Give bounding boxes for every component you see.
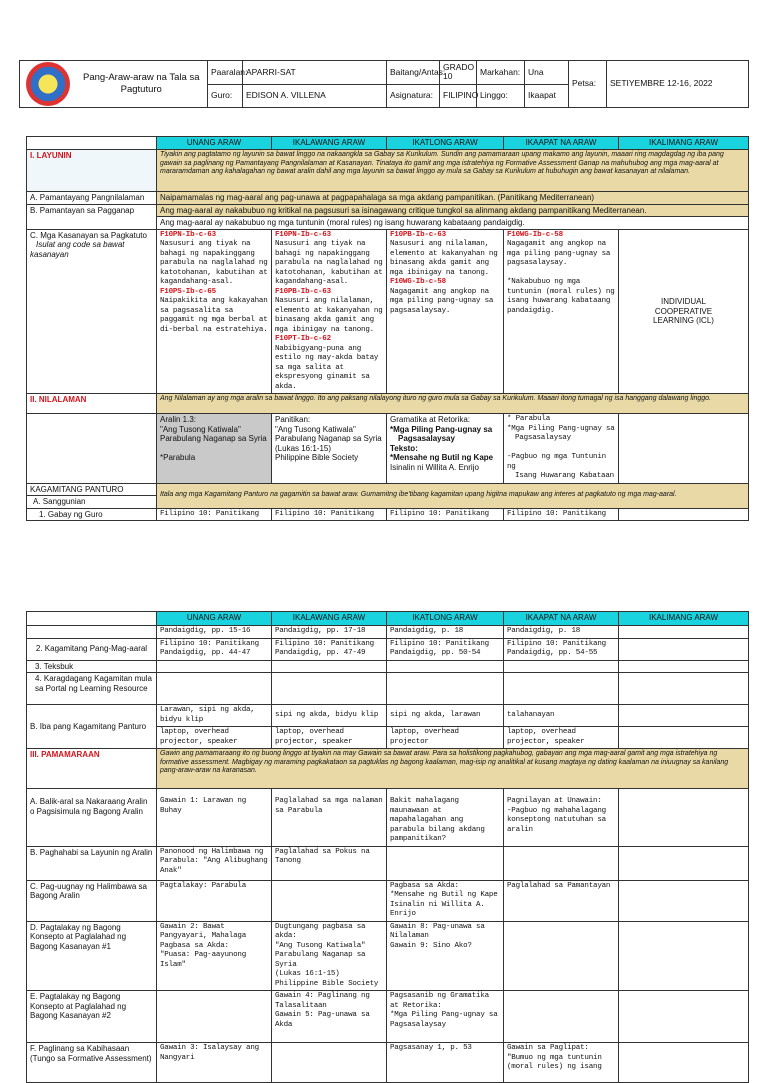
kp-sublabel: Isulat ang code sa bawat kasanayan bbox=[30, 240, 125, 259]
school-logo-cell bbox=[20, 61, 76, 108]
kp-day3-code2: F10WG-Ib-c-58 bbox=[390, 278, 446, 286]
nil-day2-line: Parabulang Naganap sa Syria bbox=[275, 434, 382, 443]
km-line: Filipino 10: Panitikang bbox=[160, 639, 259, 648]
kp-day2-text3: Nabibigyang-puna ang estilo ng may-akda batay sa mga salita at ekspresyong ginamit sa akda. bbox=[275, 344, 379, 391]
nil-day3-line: *Mensahe ng Butil ng Kape bbox=[390, 453, 494, 462]
guro-label: Guro: bbox=[208, 84, 243, 108]
nil-day2-line: (Lukas 16:1-15) bbox=[275, 443, 332, 453]
day-4-header: IKAAPAT NA ARAW bbox=[504, 137, 619, 150]
km-line: Filipino 10: Panitikang bbox=[390, 639, 489, 648]
day-5-header: IKALIMANG ARAW bbox=[619, 137, 749, 150]
gabay-day-1: Filipino 10: Panitikang bbox=[157, 508, 272, 521]
baitang-value: GRADO 10 bbox=[440, 61, 477, 85]
e-day-4 bbox=[504, 991, 619, 1043]
pages-day-3: Pandaigdig, p. 18 bbox=[387, 626, 504, 639]
day-2-header: IKALAWANG ARAW bbox=[272, 137, 387, 150]
nil-day1-line: *Parabula bbox=[160, 453, 196, 462]
day-3-header: IKATLONG ARAW bbox=[387, 137, 504, 150]
c-day-1: Pagtalakay: Parabula bbox=[157, 880, 272, 921]
km-line: Pandaigdig, pp. 54-55 bbox=[507, 649, 598, 657]
p2-day-3-header: IKATLONG ARAW bbox=[387, 612, 504, 626]
doc-title: Pang-Araw-araw na Tala sa Pagtuturo bbox=[76, 61, 208, 108]
kagamitan-text: Itala ang mga Kagamitang Panturo na gagamitin sa bawat araw. Gumamitng ibe'tibang kagamitan upang higitna mapukaw ang interes at pagkatuto ng mga mag-aaral. bbox=[157, 483, 749, 508]
pamamaraan-text: Gawin ang pamamaraang ito ng buong linggo at tiyakin na may Gawain sa bawat araw. Para sa holistikong pagkahubog, gabayan ang mga mag-aaral gamit ang mga istratehiya ng formative assessment. Magbigay ng maraming pagkakataon sa pagtuklas ng bagong kaalaman, mag-isip ng analitikal at kusang magtaya ng dating kaalaman na iniuugnay sa kanilang pang-araw-araw na karanasan. bbox=[157, 749, 749, 789]
nil-day3-line: Isinalin ni Willita A. Enrijo bbox=[390, 462, 479, 472]
nil-day3-line: *Mga Piling Pang-ugnay sa bbox=[390, 424, 493, 434]
f-day-1: Gawain 3: Isalaysay ang Nangyari bbox=[157, 1043, 272, 1083]
kp-day2-code1: F10PN-Ib-c-63 bbox=[275, 230, 331, 239]
nil-day4-line: Isang Huwarang Kabataan bbox=[515, 472, 614, 480]
kagamitan-label: KAGAMITANG PANTURO bbox=[27, 483, 157, 496]
iba-bottom-day-1: laptop, overhead projector, speaker bbox=[157, 727, 272, 749]
nil-day1-line: Aralin 1.3: bbox=[160, 415, 197, 424]
school-seal-icon bbox=[26, 62, 70, 106]
nil-day2-line: Panitikan: bbox=[275, 415, 311, 424]
pamamaraan-label: III. PAMAMARAAN bbox=[27, 749, 157, 789]
pp-label: A. Pamantayang Pangnilalaman bbox=[27, 192, 157, 205]
kp-day4-text1: Nagagamit ang angkop na mga piling pang-ugnay sa pagsasalaysay. bbox=[507, 240, 611, 267]
day-1-header: UNANG ARAW bbox=[157, 137, 272, 150]
lesson-table-part2 bbox=[26, 611, 749, 1083]
kp-day-1 bbox=[157, 229, 272, 394]
nil-day4-line: *Mga Piling Pang-ugnay sa bbox=[507, 424, 615, 433]
d-day-4 bbox=[504, 921, 619, 991]
pages-day-2: Pandaigdig, pp. 17-18 bbox=[272, 626, 387, 639]
pg-text: Ang mag-aaral ay nakabubuo ng kritikal na pagsusuri sa isinagawang critique tungkol sa alinmang akdang pampanitikang Mediterranean. bbox=[157, 204, 749, 217]
f-day-4: Gawain sa Paglipat: "Bumuo ng mga tuntunin (moral rules) ng isang bbox=[504, 1043, 619, 1083]
asignatura-value: FILIPINO bbox=[440, 84, 477, 108]
pages-day-1: Pandaigdig, pp. 15-16 bbox=[157, 626, 272, 639]
km-day-4 bbox=[504, 638, 619, 660]
p2-day-4-header: IKAAPAT NA ARAW bbox=[504, 612, 619, 626]
teksbuk-label: 3. Teksbuk bbox=[27, 660, 157, 673]
b-day-3 bbox=[387, 846, 504, 880]
paaralan-label: Paaralan: bbox=[208, 61, 243, 85]
kp-day3-text2: Nagagamit ang angkop na mga piling pang-ugnay sa pagsasalaysay. bbox=[390, 287, 494, 315]
e-day-2: Gawain 4: Paglinang ng Talasalitaan Gawain 5: Pag-unawa sa Akda bbox=[272, 991, 387, 1043]
km-line: Filipino 10: Panitikang bbox=[275, 639, 374, 648]
a-day-1: Gawain 1: Larawan ng Buhay bbox=[157, 789, 272, 847]
p2-day-1-header: UNANG ARAW bbox=[157, 612, 272, 626]
iba-top-day-3: sipi ng akda, larawan bbox=[387, 705, 504, 727]
layunin-label: I. LAYUNIN bbox=[27, 150, 157, 192]
iba-bottom-day-3: laptop, overhead projector bbox=[387, 727, 504, 749]
nil-day2-line: Philippine Bible Society bbox=[275, 453, 359, 462]
nil-day1-line bbox=[160, 444, 268, 454]
p2-day-2-header: IKALAWANG ARAW bbox=[272, 612, 387, 626]
d-label: D. Pagtalakay ng Bagong Konsepto at Paglalahad ng Bagong Kasanayan #1 bbox=[27, 921, 157, 991]
kp-day-4 bbox=[504, 229, 619, 394]
kp-day-3 bbox=[387, 229, 504, 394]
iba-bottom-day-2: laptop, overhead projector, speaker bbox=[272, 727, 387, 749]
km-day-2 bbox=[272, 638, 387, 660]
km-day-1 bbox=[157, 638, 272, 660]
b-day-1: Panonood ng Halimbawa ng Parabula: "Ang Alibughang Anak" bbox=[157, 846, 272, 880]
pg-text-2: Ang mag-aaral ay nakabubuo ng mga tuntunin (moral rules) ng isang huwarang kabataang pandaigdig. bbox=[157, 217, 749, 230]
km-line: Pandaigdig, pp. 47-49 bbox=[275, 649, 366, 657]
a-day-3: Bakit mahalagang maunawaan at mapahalagahan ang parabula bilang akdang pampanitikan? bbox=[387, 789, 504, 847]
nilalaman-text: Ang Nilalaman ay ang mga aralin sa bawat linggo. Ito ang paksang nilalayong ituro ng guro mula sa Gabay sa Kurikulum. Maaari itong tumagal ng isa hanggang dalawang linggo. bbox=[157, 394, 749, 414]
kp-day-5: INDIVIDUAL COOPERATIVE LEARNING (ICL) bbox=[619, 229, 749, 394]
kp-day2-text2: Nasusuri ang nilalaman, elemento at kakanyahan ng binasang akda gamit ang mga ibinigay na tanong. bbox=[275, 297, 383, 334]
linggo-value: Ikaapat bbox=[525, 84, 569, 108]
nil-day4-line: -Pagbuo ng mga Tuntunin ng bbox=[507, 453, 606, 471]
kp-day2-code2: F10PB-Ib-c-63 bbox=[275, 287, 331, 296]
e-label: E. Pagtalakay ng Bagong Konsepto at Paglalahad ng Bagong Kasanayan #2 bbox=[27, 991, 157, 1043]
kp-label-cell bbox=[27, 229, 157, 394]
nilalaman-label: II. NILALAMAN bbox=[27, 394, 157, 414]
paaralan-value: APARRI-SAT bbox=[243, 61, 387, 85]
kp-day2-text1: Nasusuri ang tiyak na bahagi ng napakinggang parabula na naglalahad ng katotohanan, kabutihan at kagandahang-asal. bbox=[275, 240, 383, 286]
linggo-label: Linggo: bbox=[477, 84, 525, 108]
gabay-day-3: Filipino 10: Panitikang bbox=[387, 508, 504, 521]
nil-day1-line: "Ang Tusong Katiwala" bbox=[160, 424, 241, 434]
nil-day3-line: Gramatika at Retorika: bbox=[390, 415, 471, 424]
petsa-label: Petsa: bbox=[569, 61, 607, 108]
kp-day1-code2: F10PS-Ib-c-65 bbox=[160, 287, 216, 296]
kp-day1-text2: Naipakikita ang kakayahan sa pagsasalita sa paggamit ng mga berbal at di-berbal na estratehiya. bbox=[160, 297, 268, 334]
c-label: C. Pag-uugnay ng Halimbawa sa Bagong Aralin bbox=[27, 880, 157, 921]
nil-day4-line: * Parabula bbox=[507, 415, 551, 423]
km-day-3 bbox=[387, 638, 504, 660]
kp-day4-text2: *Nakabubuo ng mga tuntunin (moral rules) ng isang huwarang kabataang pandaigdig. bbox=[507, 278, 615, 315]
sanggunian-label: A. Sanggunian bbox=[27, 496, 157, 509]
p2-day-5-header: IKALIMANG ARAW bbox=[619, 612, 749, 626]
iba-bottom-day-4: laptop, overhead projector, speaker bbox=[504, 727, 619, 749]
header-table bbox=[19, 60, 749, 108]
gabay-day-2: Filipino 10: Panitikang bbox=[272, 508, 387, 521]
f-label: F. Paglinang sa Kabihasaan (Tungo sa Formative Assessment) bbox=[27, 1043, 157, 1083]
lesson-table-part1 bbox=[26, 136, 749, 521]
nil-day3-line: Teksto: bbox=[390, 443, 418, 453]
markahan-value: Una bbox=[525, 61, 569, 85]
guro-value: EDISON A. VILLENA bbox=[243, 84, 387, 108]
nil-day-4 bbox=[504, 414, 619, 484]
nil-day-2 bbox=[272, 414, 387, 484]
c-day-2 bbox=[272, 880, 387, 921]
layunin-text: Tiyakin ang pagtatamo ng layunin sa bawat linggo na nakaangkla sa Gabay sa Kurikulum. Sundin ang pamamaraan upang makamo ang layunin, maaari ring magdagdag ng iba pang gawain sa paglinang ng Pamantayang Pangnilalaman at Kasanayan. Tinataya ito gamit ang mga istratehiya ng Formative Assessment Ganap na mahuhubog ang mga mag-aaral at mararamdaman ang kahalagahan ng bawat aralin dahil ang mga layunin sa bawat linggo ay mula sa Gabay sa Kurikulum at hubuhugin ang bawat kasanayan at nilalaman. bbox=[157, 150, 749, 192]
km-label: 2. Kagamitang Pang-Mag-aaral bbox=[27, 638, 157, 660]
kp-day1-text1: Nasusuri ang tiyak na bahagi ng napakinggang parabula na naglalahad ng katotohanan, kabutihan at kagandahang-asal. bbox=[160, 240, 268, 286]
iba-top-day-1: Larawan, sipi ng akda, bidyu klip bbox=[157, 705, 272, 727]
baitang-label: Baitang/Antas: bbox=[387, 61, 440, 85]
petsa-value: SETIYEMBRE 12-16, 2022 bbox=[607, 61, 749, 108]
km-line: Pandaigdig, pp. 50-54 bbox=[390, 649, 481, 657]
nil-day4-line bbox=[507, 444, 615, 454]
kp-day4-code1: F10WG-Ib-c-58 bbox=[507, 230, 563, 239]
d-day-2: Dugtungang pagbasa sa akda: "Ang Tusong Katiwala" Parabulang Naganap sa Syria (Lukas 16:1-15) Philippine Bible Society bbox=[272, 921, 387, 991]
nil-day-3 bbox=[387, 414, 504, 484]
a-day-4: Pagnilayan at Unawain: -Pagbuo ng mahahalagang konseptong natutuhan sa aralin bbox=[504, 789, 619, 847]
kp-label: C. Mga Kasanayan sa Pagkatuto bbox=[30, 230, 147, 240]
b-day-2: Paglalahad sa Pokus na Tanong bbox=[272, 846, 387, 880]
km-line: Pandaigdig, pp. 44-47 bbox=[160, 649, 251, 657]
kp-day3-text1: Nasusuri ang nilalaman, elemento at kakanyahan ng binasang akda gamit ang mga ibinigay na tanong. bbox=[390, 240, 498, 277]
gabay-day-4: Filipino 10: Panitikang bbox=[504, 508, 619, 521]
nil-day2-line: "Ang Tusong Katiwala" bbox=[275, 424, 356, 434]
pages-day-4: Pandaigdig, p. 18 bbox=[504, 626, 619, 639]
c-day-4: Paglalahad sa Pamantayan bbox=[504, 880, 619, 921]
kp-day-2 bbox=[272, 229, 387, 394]
iba-top-day-4: talahanayan bbox=[504, 705, 619, 727]
nil-day-1 bbox=[157, 414, 272, 484]
pg-label: B. Pamantayan sa Pagganap bbox=[27, 204, 157, 229]
lr-label: 4. Karagdagang Kagamitan mula sa Portal ng Learning Resource bbox=[27, 673, 157, 705]
e-day-3: Pagsasanib ng Gramatika at Retorika: *Mga Piling Pang-ugnay sa Pagsasalaysay bbox=[387, 991, 504, 1043]
a-day-2: Paglalahad sa mga nalaman sa Parabula bbox=[272, 789, 387, 847]
d-day-3: Gawain 8: Pag-unawa sa Nilalaman Gawain 9: Sino Ako? bbox=[387, 921, 504, 991]
nil-day4-line: Pagsasalaysay bbox=[515, 434, 571, 442]
asignatura-label: Asignatura: bbox=[387, 84, 440, 108]
iba-top-day-2: sipi ng akda, bidyu klip bbox=[272, 705, 387, 727]
b-day-4 bbox=[504, 846, 619, 880]
b-label: B. Paghahabi sa Layunin ng Aralin bbox=[27, 846, 157, 880]
nil-day3-line: Pagsasalaysay bbox=[398, 434, 455, 443]
km-line: Filipino 10: Panitikang bbox=[507, 639, 606, 648]
d-day-1: Gawain 2: Bawat Pangyayari, Mahalaga Pagbasa sa Akda: "Puasa: Pag-aayunong Islam" bbox=[157, 921, 272, 991]
kp-day3-code1: F10PB-Ib-c-63 bbox=[390, 230, 446, 239]
kp-day2-code3: F10PT-Ib-c-62 bbox=[275, 335, 331, 343]
f-day-2 bbox=[272, 1043, 387, 1083]
c-day-3: Pagbasa sa Akda: *Mensahe ng Butil ng Kape Isinalin ni Willita A. Enrijo bbox=[387, 880, 504, 921]
f-day-3: Pagsasanay 1, p. 53 bbox=[387, 1043, 504, 1083]
nil-day1-line: Parabulang Naganap sa Syria bbox=[160, 434, 267, 443]
pp-text: Naipamamalas ng mag-aaral ang pag-unawa at pagpapahalaga sa mga akdang pampanitikan. (Panitikang Mediterranean) bbox=[157, 192, 749, 205]
kp-day1-code1: F10PN-Ib-c-63 bbox=[160, 230, 216, 239]
gabay-label: 1. Gabay ng Guro bbox=[27, 508, 157, 521]
markahan-label: Markahan: bbox=[477, 61, 525, 85]
e-day-1 bbox=[157, 991, 272, 1043]
a-label: A. Balik-aral sa Nakaraang Aralin o Pagsisimula ng Bagong Aralin bbox=[27, 789, 157, 847]
iba-label: B. Iba pang Kagamitang Panturo bbox=[27, 705, 157, 749]
